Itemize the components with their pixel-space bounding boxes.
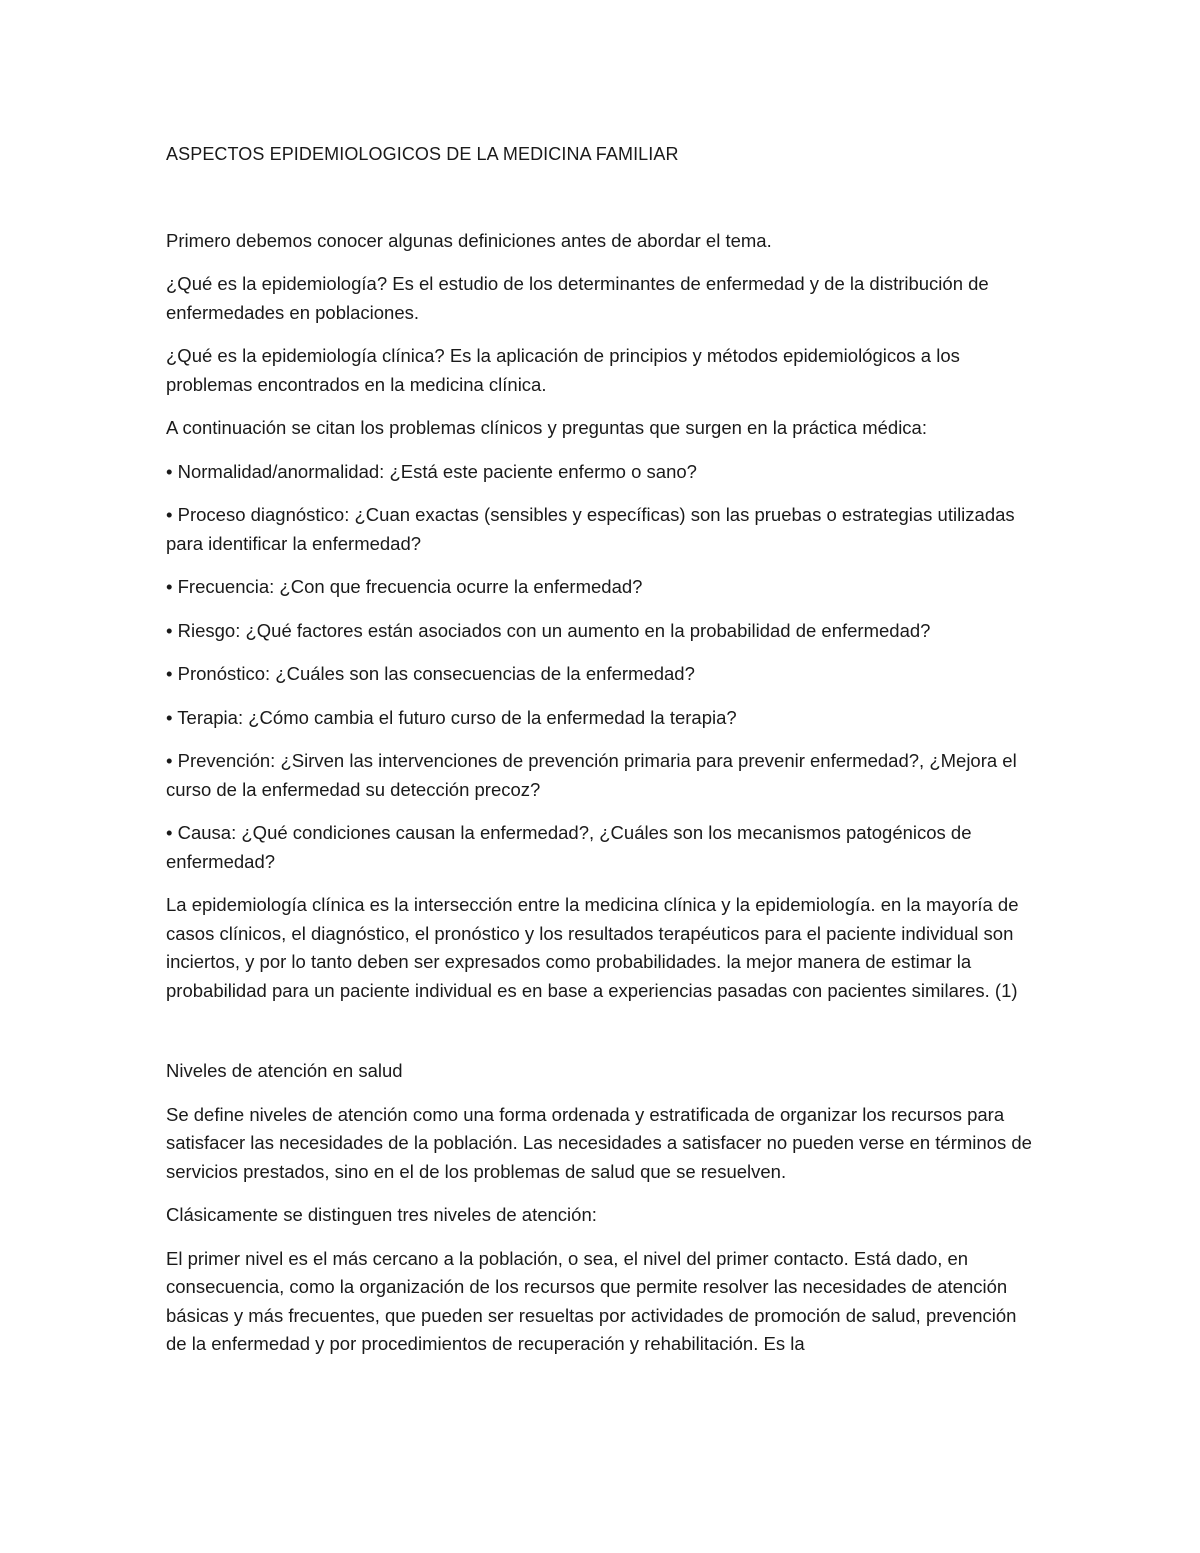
bullet-item-pronostico: • Pronóstico: ¿Cuáles son las consecuencias de la enfermedad? [166, 663, 695, 684]
bullet-item-normalidad: • Normalidad/anormalidad: ¿Está este paciente enfermo o sano? [166, 460, 697, 482]
document-page [166, 140, 1036, 1374]
document-title: ASPECTOS EPIDEMIOLOGICOS DE LA MEDICINA FAMILIAR [166, 144, 679, 164]
niveles-definition-paragraph: Se define niveles de atención como una forma ordenada y estratificada de organizar los recursos para satisfacer las necesidades de la población. Las necesidades a satisfacer no pueden verse en términos de servicios prestados, sino en el de los problemas de salud que se resuelven. [166, 1103, 1032, 1182]
primer-nivel-paragraph: El primer nivel es el más cercano a la población, o sea, el nivel del primer contacto. Está dado, en consecuencia, como la organización de los recursos que permite resolver las necesidades de atención básicas y más frecuentes, que pueden ser resueltas por actividades de promoción de salud, prevención de la enfermedad y por procedimientos de recuperación y rehabilitación. Es la [166, 1247, 1017, 1354]
bullet-item-terapia: • Terapia: ¿Cómo cambia el futuro curso de la enfermedad la terapia? [166, 706, 737, 728]
niveles-intro-paragraph: Clásicamente se distinguen tres niveles de atención: [166, 1204, 597, 1225]
bullet-item-frecuencia: • Frecuencia: ¿Con que frecuencia ocurre la enfermedad? [166, 576, 643, 597]
bullet-item-causa: • Causa: ¿Qué condiciones causan la enfermedad?, ¿Cuáles son los mecanismos patogénicos de enfermedad? [166, 822, 972, 872]
bullet-item-riesgo: • Riesgo: ¿Qué factores están asociados con un aumento en la probabilidad de enfermedad? [166, 619, 931, 641]
list-intro-paragraph: A continuación se citan los problemas clínicos y preguntas que surgen en la práctica médica: [166, 417, 927, 438]
interseccion-paragraph: La epidemiología clínica es la intersección entre la medicina clínica y la epidemiología. en la mayoría de casos clínicos, el diagnóstico, el pronóstico y los resultados terapéuticos para el paciente individual son inciertos, y por lo tanto deben ser expresados como probabilidades. la mejor manera de estimar la probabilidad para un paciente individual es en base a experiencias pasadas con pacientes similares. (1) [166, 894, 1019, 1001]
definition-epidemiologia: ¿Qué es la epidemiología? Es el estudio de los determinantes de enfermedad y de la distribución de enfermedades en poblaciones. [166, 273, 989, 323]
bullet-item-prevencion: • Prevención: ¿Sirven las intervenciones de prevención primaria para prevenir enfermedad?, ¿Mejora el curso de la enfermedad su detección precoz? [166, 750, 1017, 800]
section-heading-niveles: Niveles de atención en salud [166, 1060, 403, 1081]
bullet-item-diagnostico: • Proceso diagnóstico: ¿Cuan exactas (sensibles y específicas) son las pruebas o estrategias utilizadas para identificar la enfermedad? [166, 504, 1015, 554]
definition-epidemiologia-clinica: ¿Qué es la epidemiología clínica? Es la aplicación de principios y métodos epidemiológicos a los problemas encontrados en la medicina clínica. [166, 345, 960, 395]
intro-paragraph: Primero debemos conocer algunas definiciones antes de abordar el tema. [166, 229, 772, 251]
